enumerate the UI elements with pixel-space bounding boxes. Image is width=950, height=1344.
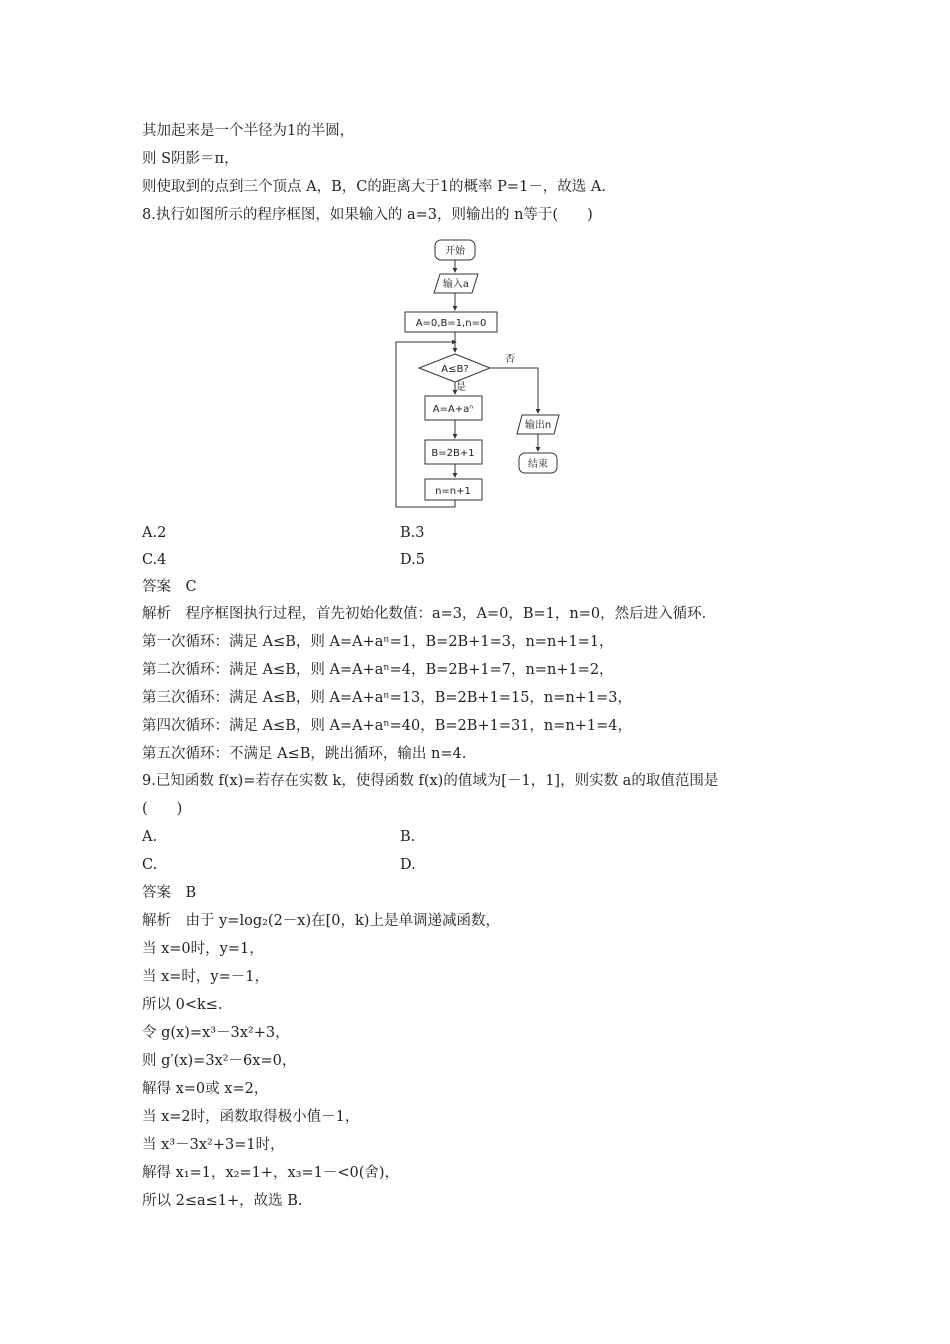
intro-line-3: 则使取到的点到三个顶点 A，B，C的距离大于1的概率 P=1－，故选 A. — [142, 179, 606, 195]
q9-stem-line-2: ( ) — [142, 801, 183, 817]
q8-analysis-1: 第一次循环：满足 A≤B，则 A=A+aⁿ=1，B=2B+1=3，n=n+1=1， — [142, 634, 614, 650]
q8-analysis-3: 第三次循环：满足 A≤B，则 A=A+aⁿ=13，B=2B+1=15，n=n+1=3， — [142, 690, 632, 706]
q8-analysis-5: 第五次循环：不满足 A≤B，跳出循环，输出 n=4. — [142, 746, 467, 762]
q8-option-d: D.5 — [400, 552, 425, 568]
flow-step3-text: n=n+1 — [435, 486, 471, 497]
q8-analysis-2: 第二次循环：满足 A≤B，则 A=A+aⁿ=4，B=2B+1=7，n=n+1=2， — [142, 662, 614, 678]
flow-output-text: 输出n — [524, 420, 552, 431]
q9-option-b: B. — [400, 829, 416, 845]
flow-init-text: A=0,B=1,n=0 — [415, 318, 487, 329]
q9-analysis-7: 当 x=2时，函数取得极小值－1， — [142, 1109, 360, 1125]
q8-option-c: C.4 — [142, 552, 167, 568]
flow-start-text: 开始 — [445, 246, 465, 257]
q9-analysis-5: 则 g′(x)=3x²－6x=0， — [142, 1053, 297, 1069]
q9-analysis-8: 当 x³－3x²+3=1时， — [142, 1137, 285, 1153]
q9-analysis-4: 令 g(x)=x³－3x²+3， — [142, 1025, 290, 1041]
flow-no-label: 否 — [505, 354, 515, 365]
flow-condition-text: A≤B? — [441, 364, 469, 375]
intro-line-1: 其加起来是一个半径为1的半圆， — [142, 123, 355, 139]
q9-stem-line-1: 9.已知函数 f(x)=若存在实数 k，使得函数 f(x)的值域为[－1，1]，则实数 a的取值范围是 — [142, 773, 719, 789]
q9-analysis-1: 当 x=0时，y=1， — [142, 941, 264, 957]
q9-analysis-9: 解得 x₁=1，x₂=1+，x₃=1－<0(舍)， — [142, 1165, 400, 1181]
q8-answer: 答案 C — [142, 579, 197, 595]
flow-end-text: 结束 — [528, 459, 548, 470]
q8-analysis-4: 第四次循环：满足 A≤B，则 A=A+aⁿ=40，B=2B+1=31，n=n+1=4， — [142, 718, 632, 734]
q9-analysis-0: 解析 由于 y=log₂(2－x)在[0，k)上是单调递减函数， — [142, 913, 500, 929]
q8-option-a: A.2 — [142, 525, 167, 541]
q9-option-d: D. — [400, 857, 416, 873]
flowchart — [0, 0, 950, 520]
flow-yes-label: 是 — [456, 382, 466, 393]
q9-analysis-10: 所以 2≤a≤1+，故选 B. — [142, 1193, 303, 1209]
q8-option-b: B.3 — [400, 525, 425, 541]
q9-answer: 答案 B — [142, 885, 197, 901]
q8-analysis-0: 解析 程序框图执行过程，首先初始化数值：a=3，A=0，B=1，n=0，然后进入循环. — [142, 606, 707, 622]
q9-analysis-3: 所以 0<k≤. — [142, 997, 223, 1013]
intro-line-2: 则 S阴影＝π， — [142, 151, 239, 167]
q9-option-a: A. — [142, 829, 158, 845]
q9-option-c: C. — [142, 857, 158, 873]
flow-step1-text: A=A+aⁿ — [432, 404, 474, 415]
flow-step2-text: B=2B+1 — [431, 448, 475, 459]
q9-analysis-6: 解得 x=0或 x=2， — [142, 1081, 269, 1097]
flow-input-text: 输入a — [442, 279, 470, 290]
q8-stem: 8.执行如图所示的程序框图，如果输入的 a=3，则输出的 n等于( ) — [142, 207, 593, 223]
q9-analysis-2: 当 x=时，y=－1， — [142, 969, 270, 985]
